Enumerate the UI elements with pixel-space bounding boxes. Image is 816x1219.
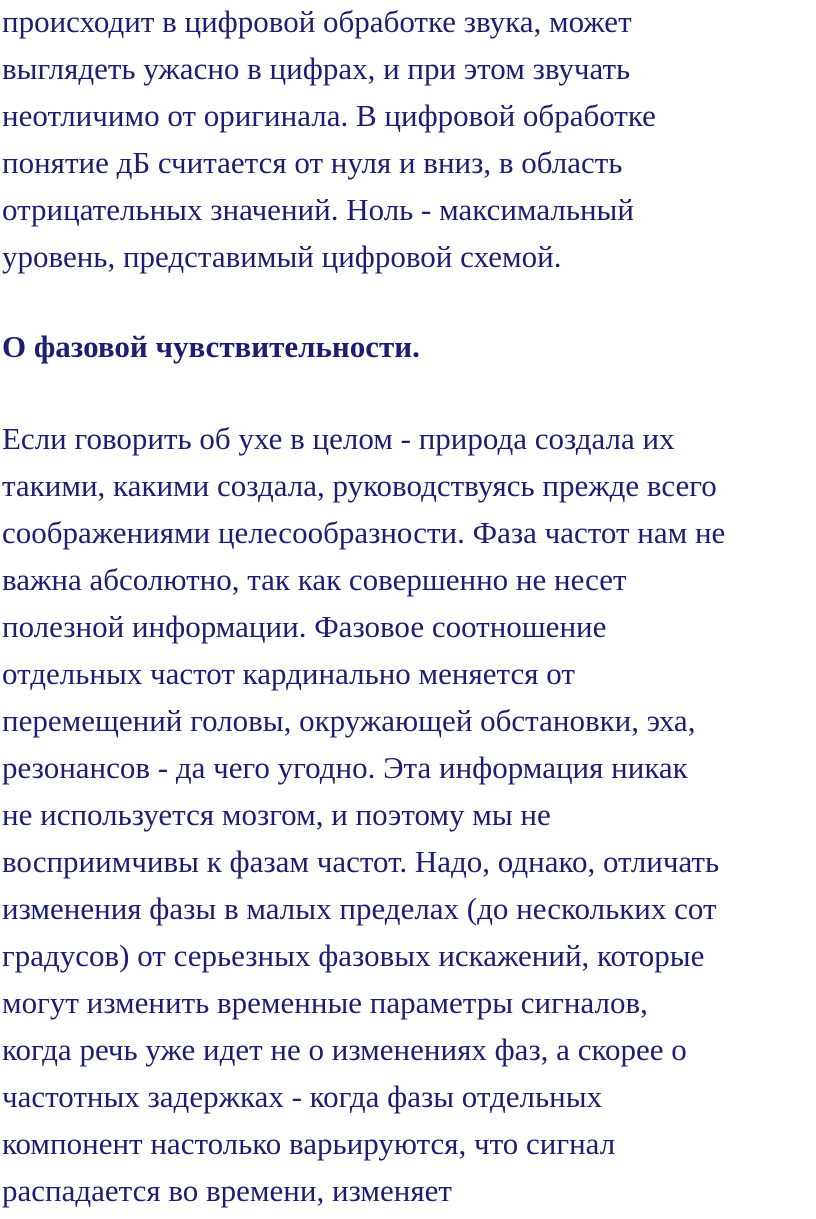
paragraph-digital-processing: [0, 0, 656, 280]
text-line: полезной информации. Фазовое соотношение: [2, 609, 607, 644]
text-line: Если говорить об ухе в целом - природа создала их: [2, 421, 675, 456]
text-line: уровень, представимый цифровой схемой.: [2, 239, 562, 274]
text-line: могут изменить временные параметры сигналов,: [2, 985, 648, 1020]
text-line: такими, какими создала, руководствуясь прежде всего: [2, 468, 717, 503]
text-line: отрицательных значений. Ноль - максимальный: [2, 192, 634, 227]
text-line: когда речь уже идет не о изменениях фаз, а скорее о: [2, 1032, 687, 1067]
text-line: неотличимо от оригинала. В цифровой обработке: [2, 98, 656, 133]
text-line: понятие дБ считается от нуля и вниз, в область: [2, 145, 623, 180]
text-line: перемещений головы, окружающей обстановки, эха,: [2, 703, 696, 738]
text-line: резонансов - да чего угодно. Эта информация никак: [2, 750, 688, 785]
text-line: важна абсолютно, так как совершенно не несет: [2, 562, 627, 597]
text-line: частотных задержках - когда фазы отдельных: [2, 1079, 603, 1114]
paragraph-phase-sensitivity: [0, 415, 725, 1214]
text-line: компонент настолько варьируются, что сигнал: [2, 1126, 616, 1161]
text-line: выглядеть ужасно в цифрах, и при этом звучать: [2, 51, 631, 86]
text-line: отдельных частот кардинально меняется от: [2, 656, 575, 691]
text-line: соображениями целесообразности. Фаза частот нам не: [2, 515, 726, 550]
heading-text: О фазовой чувствительности.: [2, 329, 420, 364]
text-line: восприимчивы к фазам частот. Надо, однако, отличать: [2, 844, 720, 879]
section-heading: [0, 323, 420, 370]
text-line: не используется мозгом, и поэтому мы не: [2, 797, 551, 832]
text-line: происходит в цифровой обработке звука, может: [2, 4, 632, 39]
text-line: изменения фазы в малых пределах (до нескольких сот: [2, 891, 717, 926]
text-line: градусов) от серьезных фазовых искажений, которые: [2, 938, 705, 973]
text-line: распадается во времени, изменяет: [2, 1173, 452, 1208]
